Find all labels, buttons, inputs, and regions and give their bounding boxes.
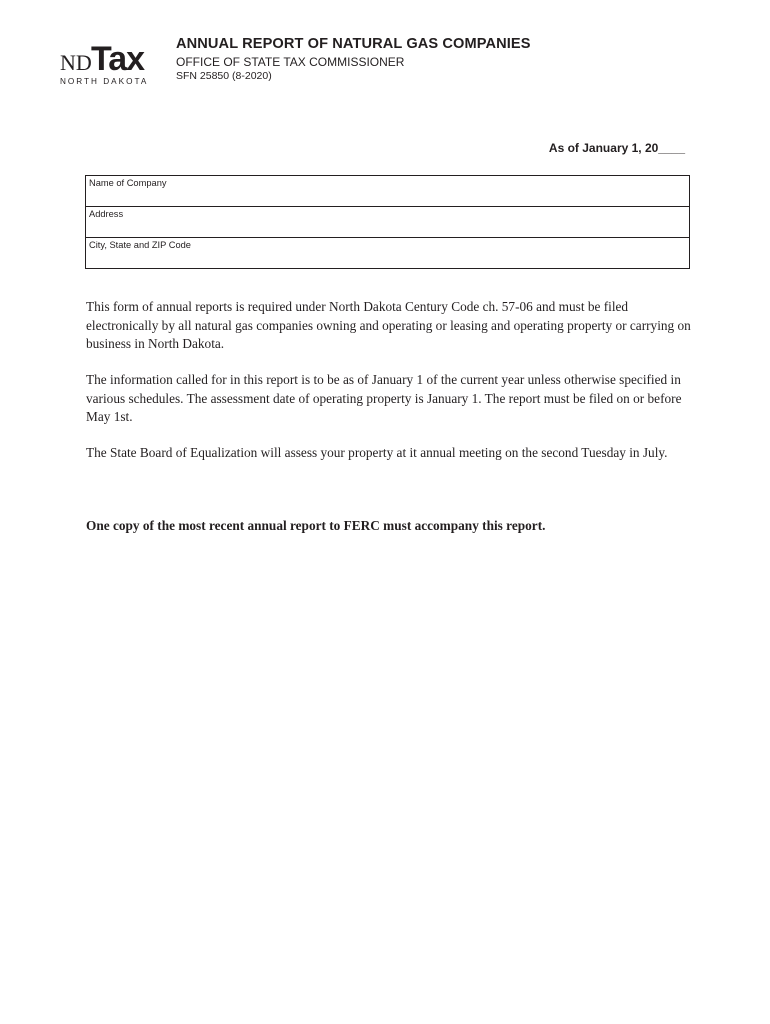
as-of-date: As of January 1, 20____ — [548, 141, 685, 155]
logo-nd-text: ND — [60, 50, 92, 75]
paragraph-ferc-copy: One copy of the most recent annual report to FERC must accompany this report. — [86, 518, 546, 533]
company-name-label: Name of Company — [89, 178, 167, 188]
company-name-row — [86, 176, 689, 207]
logo-state-text: NORTH DAKOTA — [60, 77, 149, 86]
address-field[interactable] — [89, 221, 686, 235]
company-name-field[interactable] — [89, 190, 686, 204]
logo-tax-text: Tax — [91, 40, 145, 78]
city-state-zip-field[interactable] — [89, 252, 686, 266]
office-name: OFFICE OF STATE TAX COMMISSIONER — [176, 55, 405, 69]
paragraph-assessment: The State Board of Equalization will assess your property at it annual meeting on the second Tuesday in July. — [86, 445, 668, 460]
address-row — [86, 207, 689, 238]
nd-tax-logo — [58, 36, 154, 88]
city-state-zip-row — [86, 238, 689, 268]
company-info-table — [85, 175, 690, 269]
address-label: Address — [89, 209, 124, 219]
page-title: ANNUAL REPORT OF NATURAL GAS COMPANIES — [176, 36, 531, 52]
paragraph-information: The information called for in this report is to be as of January 1 of the current year unless otherwise specified in various schedules. The assessment date of operating property is January 1. The report must be filed on or before May 1st. — [86, 372, 682, 424]
paragraph-requirement: This form of annual reports is required under North Dakota Century Code ch. 57-06 and must be filed electronically by all natural gas companies owning and operating or leasing and operating property or carrying on business in North Dakota. — [86, 299, 691, 351]
nd-tax-logo-mark — [58, 36, 154, 88]
form-number: SFN 25850 (8-2020) — [176, 70, 272, 82]
city-state-zip-label: City, State and ZIP Code — [89, 240, 191, 250]
